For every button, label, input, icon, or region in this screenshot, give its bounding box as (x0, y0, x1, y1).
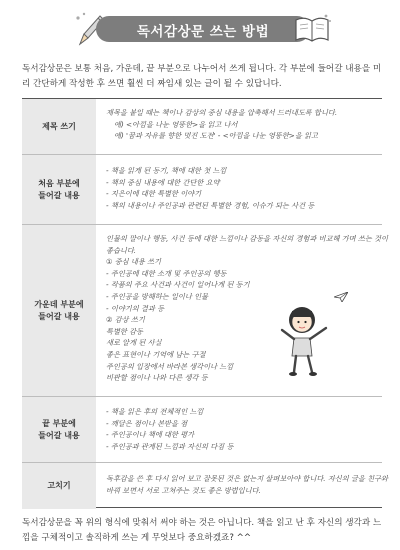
content-line: - 깨달은 점이나 본받을 점 (106, 418, 188, 428)
row-content (106, 473, 388, 496)
content-line: 주인공의 입장에서 바라본 생각이나 느낌 (106, 361, 234, 371)
row-label: 제목 쓰기 (22, 99, 96, 154)
banner-bar (96, 16, 310, 42)
content-line: - 작품의 주요 사건과 사건이 일어나게 된 동기 (106, 280, 250, 290)
table-row-revise (22, 463, 388, 509)
content-line: 독후감을 쓴 후 다시 읽어 보고 잘못된 것은 없는지 살펴보아야 합니다. 자신의 글을 친구와 (106, 474, 388, 483)
content-line: - 주인공을 방해하는 일이나 인물 (106, 291, 208, 301)
paper-plane-icon (334, 292, 348, 302)
content-line: 제목을 붙일 때는 책이나 감상의 중심 내용을 압축해서 드러내도록 합니다. (106, 108, 338, 117)
content-line: 비판할 점이나 나와 다른 생각 등 (106, 373, 208, 383)
content-line: - 주인공과 관계된 느낌과 자신의 다짐 등 (106, 441, 234, 451)
outro-paragraph: 독서감상문을 꼭 위의 형식에 맞춰서 써야 하는 것은 아닙니다. 책을 읽고 난 후 자신의 생각과 느낌을 구체적이고 솔직하게 쓰는 게 무엇보다 중요하겠죠? ^^ (22, 518, 382, 543)
content-line: 좋은 표현이나 기억에 남는 구절 (106, 349, 206, 359)
content-line: - 책의 중심 내용에 대한 간단한 요약 (106, 177, 220, 187)
intro-paragraph: 독서감상문은 보통 처음, 가운데, 끝 부분으로 나누어서 쓰게 됩니다. 각 부분에 들어갈 내용을 미리 간단하게 작성한 후 쓰면 훨씬 더 짜임새 있는 글이 될 수 있답니다. (22, 64, 382, 89)
title-banner (74, 10, 332, 48)
content-line: 인물의 말이나 행동, 사건 등에 대한 느낌이나 감동을 자신의 경험과 비교해 가며 쓰는 것이 (106, 234, 388, 243)
content-line: - 책을 읽게 된 동기, 책에 대한 첫 느낌 (106, 166, 227, 175)
page-title: 독서감상문 쓰는 방법 (136, 24, 270, 40)
content-line: - 이야기의 결과 등 (106, 303, 165, 313)
content-line: 바꿔 보면서 서로 고쳐주는 것도 좋은 방법입니다. (106, 485, 261, 495)
row-content (106, 107, 376, 142)
row-label: 처음 부분에 들어갈 내용 (22, 155, 96, 224)
content-line: 좋습니다. (106, 245, 137, 255)
content-line: - 주인공에 대한 소개 및 주인공의 행동 (106, 268, 227, 278)
content-line: - 지은이에 대한 특별한 이야기 (106, 189, 202, 199)
row-content (106, 406, 376, 452)
content-line: ② 감상 쓰기 (106, 315, 145, 325)
content-line: - 책을 읽은 후의 전체적인 느낌 (106, 407, 204, 416)
row-label: 가운데 부분에 들어갈 내용 (22, 225, 96, 396)
content-line: - 책의 내용이나 주인공과 관련된 특별한 경험, 이슈가 되는 사건 등 (106, 200, 315, 210)
content-line: 예) '꿈과 자유를 향한 멋진 도전' - <아낌을 나눈 엉뚱한>을 읽고 (114, 131, 318, 141)
girl-illustration (272, 300, 332, 380)
content-line: 예) <아낌을 나눈 엉뚱한>을 읽고 나서 (114, 119, 238, 129)
table-row-ending (22, 397, 382, 463)
content-line: ① 중심 내용 쓰기 (106, 257, 161, 267)
row-label: 끝 부분에 들어갈 내용 (22, 397, 96, 462)
content-line: 특별한 감동 (106, 326, 144, 336)
table-row-title (22, 99, 382, 155)
table-row-beginning (22, 155, 382, 225)
row-content (106, 165, 376, 211)
open-book-icon (292, 12, 332, 46)
row-content (106, 233, 388, 384)
content-line: 새로 알게 된 사실 (106, 338, 162, 348)
content-line: - 주인공이나 책에 대한 평가 (106, 430, 195, 440)
row-label: 고치기 (22, 463, 96, 509)
